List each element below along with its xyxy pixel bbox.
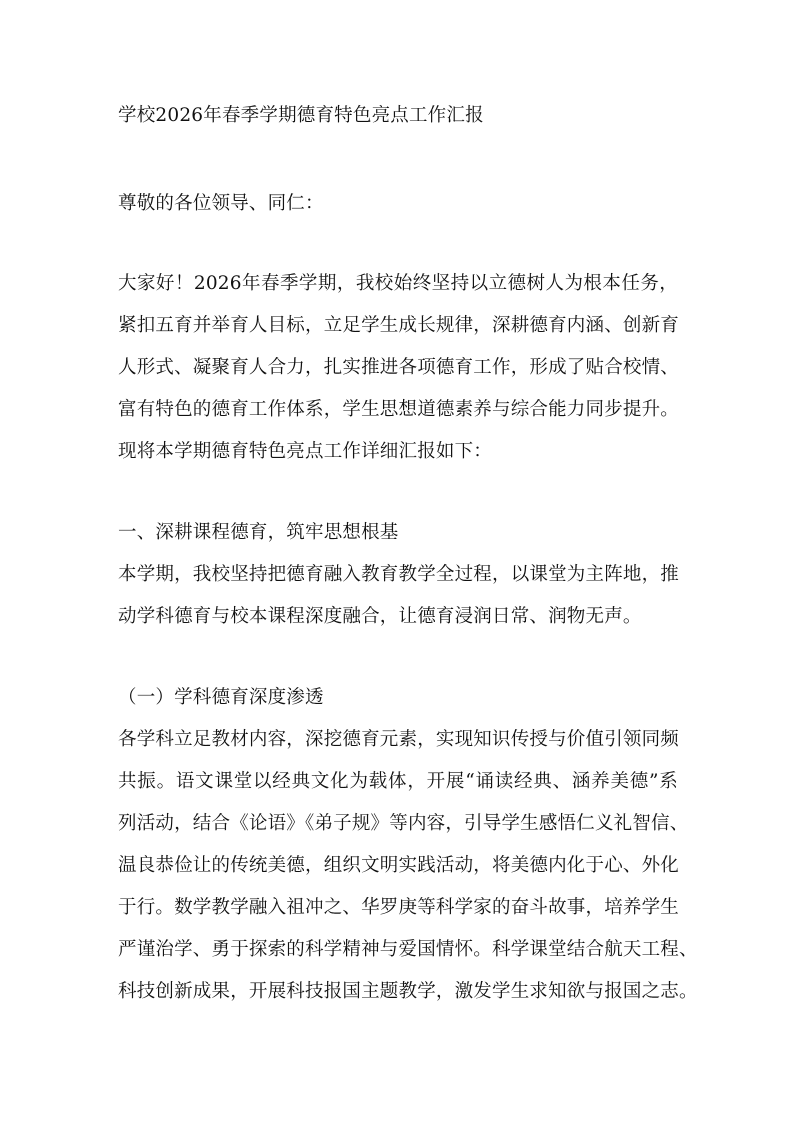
subsection-heading: （一）学科德育深度渗透	[118, 687, 324, 708]
subsection-body-line: 共振。语文课堂以经典文化为载体，开展“诵读经典、涵养美德”系	[118, 771, 678, 792]
intro-line: 紧扣五育并举育人目标，立足学生成长规律，深耕德育内涵、创新育	[118, 315, 680, 336]
intro-line: 人形式、凝聚育人合力，扎实推进各项德育工作，形成了贴合校情、	[118, 357, 680, 378]
intro-line: 现将本学期德育特色亮点工作详细汇报如下：	[118, 441, 493, 462]
subsection-body-line: 严谨治学、勇于探索的科学精神与爱国情怀。科学课堂结合航天工程、	[118, 939, 698, 960]
intro-line: 大家好！2026年春季学期，我校始终坚持以立德树人为根本任务，	[118, 273, 678, 294]
subsection-body-line: 列活动，结合《论语》《弟子规》等内容，引导学生感悟仁义礼智信、	[118, 813, 689, 834]
document-title: 学校2026年春季学期德育特色亮点工作汇报	[118, 105, 484, 126]
subsection-body-line: 科技创新成果，开展科技报国主题教学，激发学生求知欲与报国之志。	[118, 981, 698, 1002]
subsection-body-line: 于行。数学教学融入祖冲之、华罗庚等科学家的奋斗故事，培养学生	[118, 897, 680, 918]
intro-line: 富有特色的德育工作体系，学生思想道德素养与综合能力同步提升。	[118, 399, 680, 420]
section-heading: 一、深耕课程德育，筑牢思想根基	[118, 522, 399, 543]
greeting: 尊敬的各位领导、同仁：	[118, 193, 324, 214]
subsection-body-line: 各学科立足教材内容，深挖德育元素，实现知识传授与价值引领同频	[118, 729, 680, 750]
subsection-body-line: 温良恭俭让的传统美德，组织文明实践活动，将美德内化于心、外化	[118, 855, 680, 876]
section-body-line: 本学期，我校坚持把德育融入教育教学全过程，以课堂为主阵地，推	[118, 564, 680, 585]
section-body-line: 动学科德育与校本课程深度融合，让德育浸润日常、润物无声。	[118, 606, 642, 627]
